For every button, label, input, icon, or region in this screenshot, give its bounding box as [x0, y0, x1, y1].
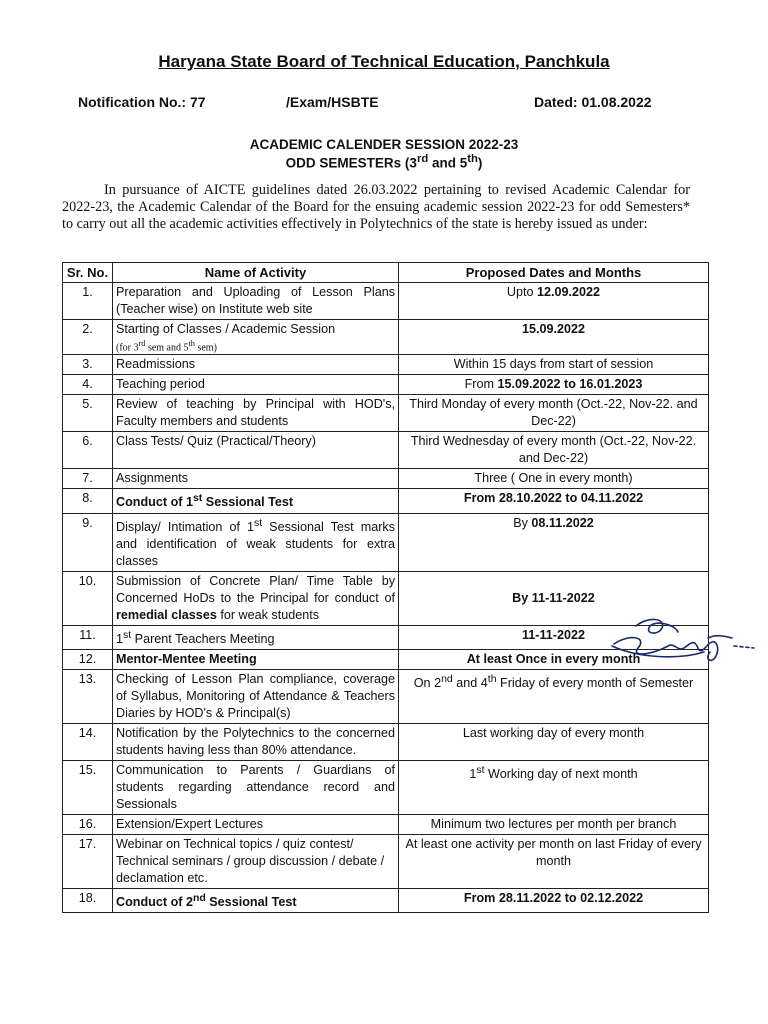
activity-cell: 1st Parent Teachers Meeting [113, 625, 399, 649]
board-title: Haryana State Board of Technical Education, Panchkula [158, 52, 610, 71]
notification-reference: /Exam/HSBTE [286, 94, 379, 110]
row-number: 17. [63, 834, 113, 888]
row-number: 9. [63, 513, 113, 571]
dates-cell: 15.09.2022 [399, 320, 709, 355]
row-number: 7. [63, 469, 113, 489]
table-row [63, 320, 709, 355]
row-number: 5. [63, 395, 113, 432]
dates-cell: 1st Working day of next month [399, 760, 709, 814]
dates-cell: On 2nd and 4th Friday of every month of Semester [399, 669, 709, 723]
activity-cell: Submission of Concrete Plan/ Time Table by Concerned HoDs to the Principal for conduct of remedial classes for weak students [113, 571, 399, 625]
dates-cell: By 08.11.2022 [399, 513, 709, 571]
activity-cell: Display/ Intimation of 1st Sessional Test marks and identification of weak students for extra classes [113, 513, 399, 571]
column-header-activity: Name of Activity [113, 263, 399, 283]
dates-cell: Minimum two lectures per month per branch [399, 814, 709, 834]
row-number: 3. [63, 355, 113, 375]
row-number: 4. [63, 375, 113, 395]
notification-date: Dated: 01.08.2022 [534, 94, 652, 110]
dates-cell: 11-11-2022 [399, 625, 709, 649]
calendar-table [62, 262, 709, 913]
table-row [63, 395, 709, 432]
table-header-row [63, 263, 709, 283]
table-row [63, 513, 709, 571]
semester-heading: ODD SEMESTERs (3rd and 5th) [285, 153, 483, 171]
row-number: 8. [63, 489, 113, 513]
handwritten-signature [608, 608, 758, 678]
activity-cell: Extension/Expert Lectures [113, 814, 399, 834]
activity-cell: Conduct of 1st Sessional Test [113, 489, 399, 513]
row-number: 13. [63, 669, 113, 723]
dates-cell: From 28.11.2022 to 02.12.2022 [399, 888, 709, 912]
activity-cell: Teaching period [113, 375, 399, 395]
table-row [63, 888, 709, 912]
row-number: 12. [63, 649, 113, 669]
table-row [63, 283, 709, 320]
dates-cell: Three ( One in every month) [399, 469, 709, 489]
activity-cell: Assignments [113, 469, 399, 489]
intro-paragraph: In pursuance of AICTE guidelines dated 26.03.2022 pertaining to revised Academic Calendar for 2022-23, the Academic Calendar of the Board for the ensuing academic session 2022-23 for odd Semesters* to carry out all the academic activities effectively in Polytechnics of the state is hereby issued as under: [62, 182, 690, 232]
table-row [63, 834, 709, 888]
column-header-sr: Sr. No. [63, 263, 113, 283]
table-row [63, 489, 709, 513]
dates-cell: Third Monday of every month (Oct.-22, Nov-22. and Dec-22) [399, 395, 709, 432]
table-row [63, 469, 709, 489]
row-number: 10. [63, 571, 113, 625]
calendar-heading: ACADEMIC CALENDER SESSION 2022-23 [249, 137, 519, 152]
activity-cell: Notification by the Polytechnics to the concerned students having less than 80% attendance. [113, 723, 399, 760]
dates-cell: From 15.09.2022 to 16.01.2023 [399, 375, 709, 395]
activity-cell: Readmissions [113, 355, 399, 375]
activity-cell: Communication to Parents / Guardians of students regarding attendance record and Sessionals [113, 760, 399, 814]
dates-cell: At least one activity per month on last Friday of every month [399, 834, 709, 888]
dates-cell: Last working day of every month [399, 723, 709, 760]
dates-cell: By 11-11-2022 [399, 571, 709, 625]
row-number: 18. [63, 888, 113, 912]
row-number: 16. [63, 814, 113, 834]
dates-cell: Within 15 days from start of session [399, 355, 709, 375]
table-row [63, 814, 709, 834]
table-row [63, 723, 709, 760]
table-row [63, 432, 709, 469]
row-number: 15. [63, 760, 113, 814]
dates-cell: Upto 12.09.2022 [399, 283, 709, 320]
activity-cell: Checking of Lesson Plan compliance, coverage of Syllabus, Monitoring of Attendance & Teachers Diaries by HOD's & Principal(s) [113, 669, 399, 723]
row-number: 11. [63, 625, 113, 649]
activity-cell: Conduct of 2nd Sessional Test [113, 888, 399, 912]
table-row [63, 760, 709, 814]
activity-cell: Preparation and Uploading of Lesson Plans (Teacher wise) on Institute web site [113, 283, 399, 320]
table-row [63, 355, 709, 375]
activity-cell: Webinar on Technical topics / quiz contest/ Technical seminars / group discussion / debate / declamation etc. [113, 834, 399, 888]
dates-cell: Third Wednesday of every month (Oct.-22, Nov-22. and Dec-22) [399, 432, 709, 469]
notification-number: Notification No.: 77 [78, 94, 206, 110]
row-number: 14. [63, 723, 113, 760]
table-row [63, 375, 709, 395]
activity-cell: Class Tests/ Quiz (Practical/Theory) [113, 432, 399, 469]
row-number: 1. [63, 283, 113, 320]
row-number: 2. [63, 320, 113, 355]
dates-cell: From 28.10.2022 to 04.11.2022 [399, 489, 709, 513]
column-header-dates: Proposed Dates and Months [399, 263, 709, 283]
dates-cell: At least Once in every month [399, 649, 709, 669]
activity-cell: Mentor-Mentee Meeting [113, 649, 399, 669]
activity-cell: Review of teaching by Principal with HOD's, Faculty members and students [113, 395, 399, 432]
row-number: 6. [63, 432, 113, 469]
activity-cell: Starting of Classes / Academic Session (for 3rd sem and 5th sem) [113, 320, 399, 355]
